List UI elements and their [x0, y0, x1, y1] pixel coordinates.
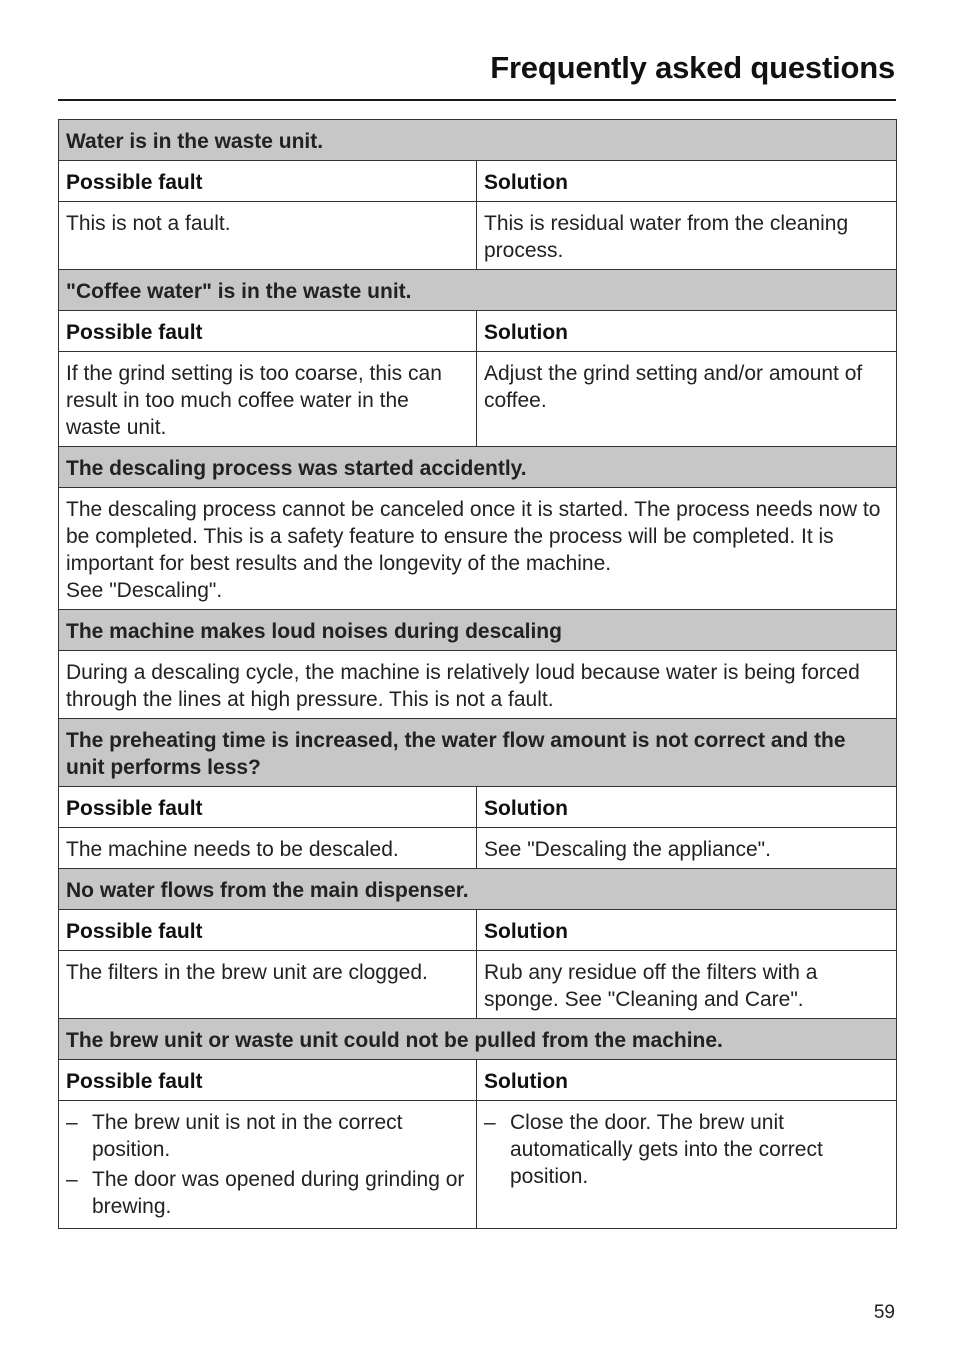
section-heading: No water flows from the main dispenser. [59, 869, 897, 910]
fault-column-header: Possible fault [59, 787, 477, 828]
section-heading: The machine makes loud noises during descaling [59, 610, 897, 651]
solution-column-header: Solution [477, 161, 897, 202]
page-number: 59 [873, 1302, 895, 1323]
table-row [59, 488, 897, 610]
list-item [484, 1109, 889, 1190]
page-title: Frequently asked questions [490, 50, 895, 85]
solution-cell: Rub any residue off the filters with a sponge. See "Cleaning and Care". [477, 951, 897, 1019]
solution-column-header: Solution [477, 910, 897, 951]
section-heading: "Coffee water" is in the waste unit. [59, 270, 897, 311]
section-header-row [59, 447, 897, 488]
fault-cell: If the grind setting is too coarse, this can result in too much coffee water in the waste unit. [59, 352, 477, 447]
table-row [59, 1101, 897, 1229]
column-header-row [59, 161, 897, 202]
solution-cell: Adjust the grind setting and/or amount of coffee. [477, 352, 897, 447]
info-cell: During a descaling cycle, the machine is relatively loud because water is being forced through the lines at high pressure. This is not a fault. [59, 651, 897, 719]
solution-cell: This is residual water from the cleaning process. [477, 202, 897, 270]
section-header-row [59, 719, 897, 787]
section-heading: The brew unit or waste unit could not be pulled from the machine. [59, 1019, 897, 1060]
solution-column-header: Solution [477, 787, 897, 828]
fault-cell: The filters in the brew unit are clogged. [59, 951, 477, 1019]
list-item-text: The door was opened during grinding or brewing. [92, 1168, 465, 1218]
section-heading: The descaling process was started accidently. [59, 447, 897, 488]
section-header-row [59, 610, 897, 651]
list-item-text: Close the door. The brew unit automatically gets into the correct position. [510, 1111, 823, 1188]
section-heading: The preheating time is increased, the water flow amount is not correct and the unit performs less? [59, 719, 897, 787]
fault-column-header: Possible fault [59, 161, 477, 202]
column-header-row [59, 1060, 897, 1101]
table-row [59, 828, 897, 869]
solution-list [484, 1109, 889, 1190]
solution-cell [477, 1101, 897, 1229]
fault-column-header: Possible fault [59, 910, 477, 951]
fault-list [66, 1109, 469, 1220]
list-item-text: The brew unit is not in the correct position. [92, 1111, 403, 1161]
solution-cell: See "Descaling the appliance". [477, 828, 897, 869]
solution-column-header: Solution [477, 1060, 897, 1101]
list-item [66, 1109, 469, 1163]
info-cell [59, 488, 897, 610]
fault-column-header: Possible fault [59, 1060, 477, 1101]
info-reference: See "Descaling". [66, 579, 223, 602]
fault-column-header: Possible fault [59, 311, 477, 352]
list-item [66, 1166, 469, 1220]
dash-bullet: – [484, 1111, 496, 1134]
section-header-row [59, 1019, 897, 1060]
dash-bullet: – [66, 1111, 78, 1134]
column-header-row [59, 787, 897, 828]
table-row [59, 651, 897, 719]
dash-bullet: – [66, 1168, 78, 1191]
column-header-row [59, 311, 897, 352]
table-row [59, 951, 897, 1019]
fault-cell: This is not a fault. [59, 202, 477, 270]
solution-column-header: Solution [477, 311, 897, 352]
section-header-row [59, 270, 897, 311]
info-text: The descaling process cannot be canceled once it is started. The process needs now to be completed. This is a safety feature to ensure the process will be completed. It is important for best results and the longevity of the machine. [66, 498, 881, 575]
column-header-row [59, 910, 897, 951]
table-row [59, 352, 897, 447]
section-heading: Water is in the waste unit. [59, 120, 897, 161]
fault-cell [59, 1101, 477, 1229]
faq-table [58, 119, 897, 1229]
section-header-row [59, 120, 897, 161]
fault-cell: The machine needs to be descaled. [59, 828, 477, 869]
section-header-row [59, 869, 897, 910]
title-rule [58, 99, 896, 101]
table-row [59, 202, 897, 270]
